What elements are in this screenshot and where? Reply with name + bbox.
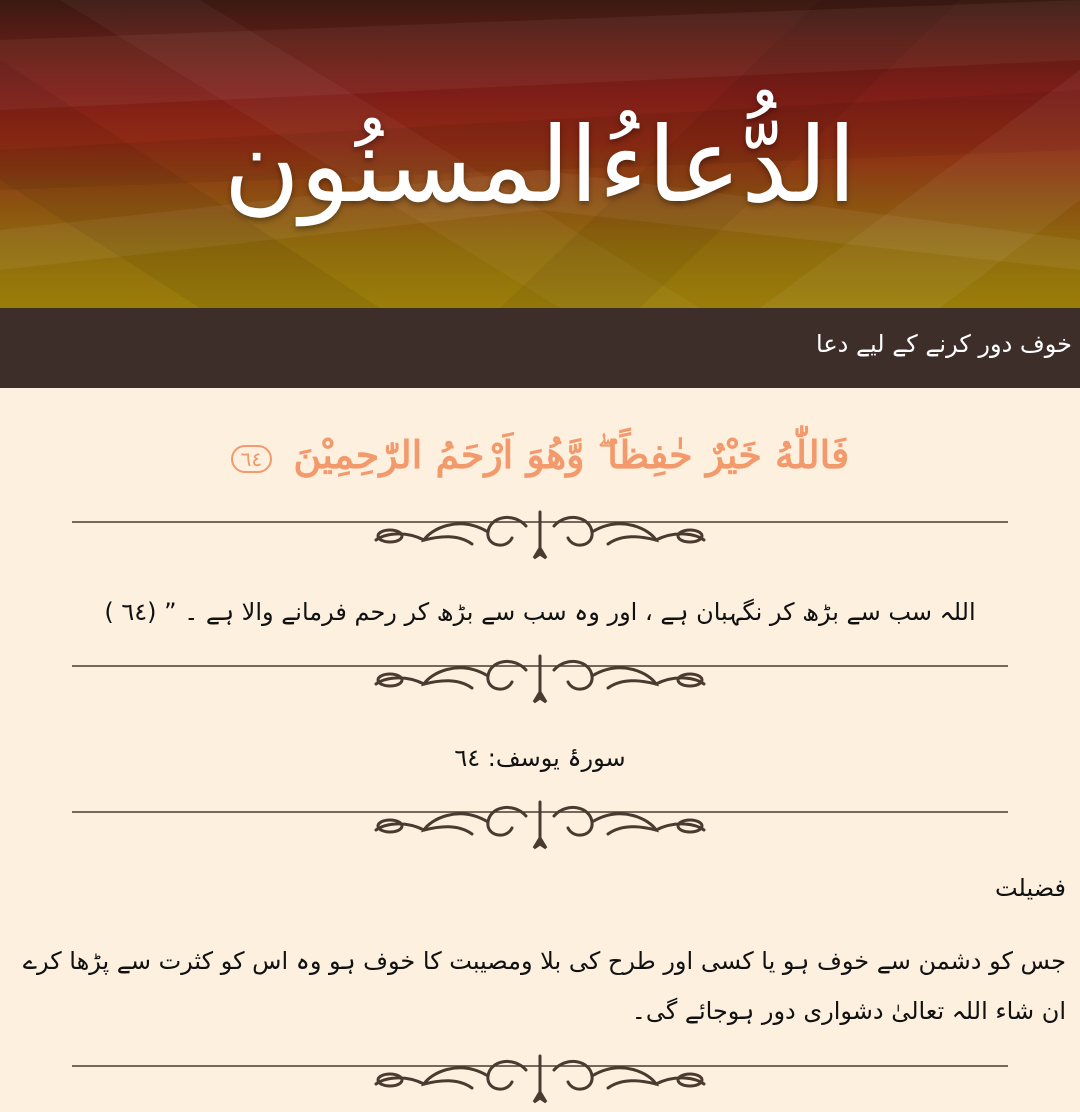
ayah-number-marker: ٦٤ [231, 445, 272, 473]
ornamental-divider-icon [72, 1050, 1008, 1106]
fazilat-heading: فضیلت [994, 874, 1066, 902]
dua-reference: سورۂ یوسف: ٦٤ [454, 744, 626, 772]
ornamental-divider-icon [72, 506, 1008, 562]
fazilat-body: جس کو دشمن سے خوف ہو یا کسی اور طرح کی بلا ومصیبت کا خوف ہو وہ اس کو کثرت سے پڑھا کرے ان شاء اللہ تعالیٰ دشواری دور ہوجائے گی۔ [22, 947, 1066, 1025]
section-title-bar [0, 308, 1080, 388]
dua-arabic-verse [0, 432, 1080, 478]
dua-arabic-text: فَاللّٰهُ خَيْرٌ حٰفِظًا ۖ وَّهُوَ اَرْحَمُ الرّٰحِمِيْنَ [293, 432, 850, 477]
dua-translation: اللہ سب سے بڑھ کر نگہبان ہے ، اور وہ سب سے بڑھ کر رحم فرمانے والا ہے ۔ ” (٦٤ ) [104, 598, 976, 626]
section-title: خوف دور کرنے کے لیے دعا [816, 330, 1072, 358]
ornamental-divider-icon [72, 650, 1008, 706]
ornamental-divider-icon [72, 796, 1008, 852]
banner-title: الدُّعاءُالمسنُون [223, 104, 857, 226]
header-banner [0, 0, 1080, 308]
content-area [0, 388, 1080, 1112]
